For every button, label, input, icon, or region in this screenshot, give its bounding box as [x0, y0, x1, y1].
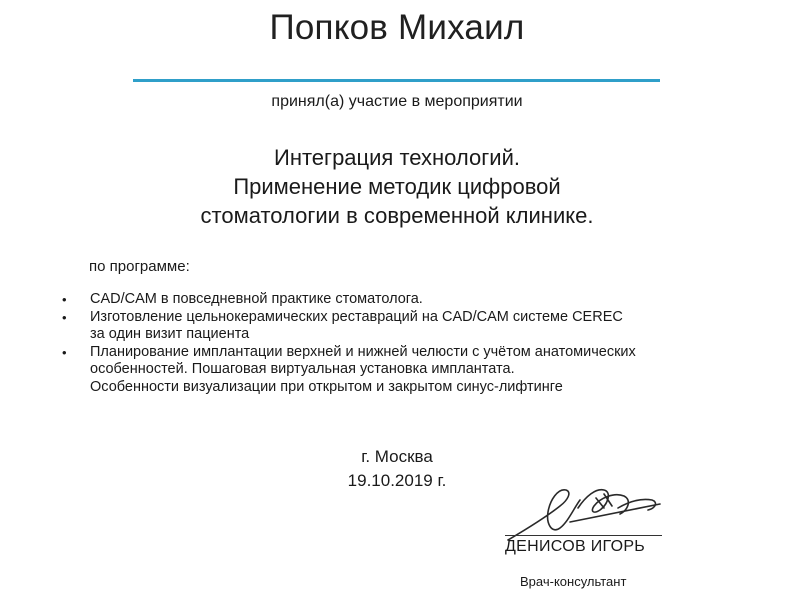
event-date: 19.10.2019 г.: [347, 471, 447, 490]
recipient-name: Попков Михаил: [269, 8, 525, 47]
program-list: [62, 291, 742, 396]
event-title: [0, 143, 794, 230]
event-title-line: Применение методик цифровой: [233, 174, 561, 199]
program-item: • Планирование имплантации верхней и нижней челюсти с учётом анатомических особенностей. Пошаговая виртуальная установка имплантата. Особенности визуализации при открытом и закрытом синус-лифтинге: [62, 344, 742, 397]
event-title-line: стоматологии в современной клинике.: [200, 203, 594, 228]
participation-text: принял(а) участие в мероприятии: [271, 93, 523, 110]
program-label: по программе:: [89, 258, 190, 275]
program-item: • Изготовление цельнокерамических реставраций на CAD/CAM системе CEREC за один визит пациента: [62, 309, 742, 344]
signer-name: ДЕНИСОВ ИГОРЬ: [505, 538, 646, 555]
signature-line: [505, 535, 662, 536]
event-title-line: Интеграция технологий.: [274, 145, 520, 170]
event-city: г. Москва: [361, 447, 433, 466]
signer-role: Врач-консультант: [520, 574, 627, 589]
program-item: • CAD/CAM в повседневной практике стоматолога.: [62, 291, 742, 309]
accent-rule: [133, 79, 660, 82]
